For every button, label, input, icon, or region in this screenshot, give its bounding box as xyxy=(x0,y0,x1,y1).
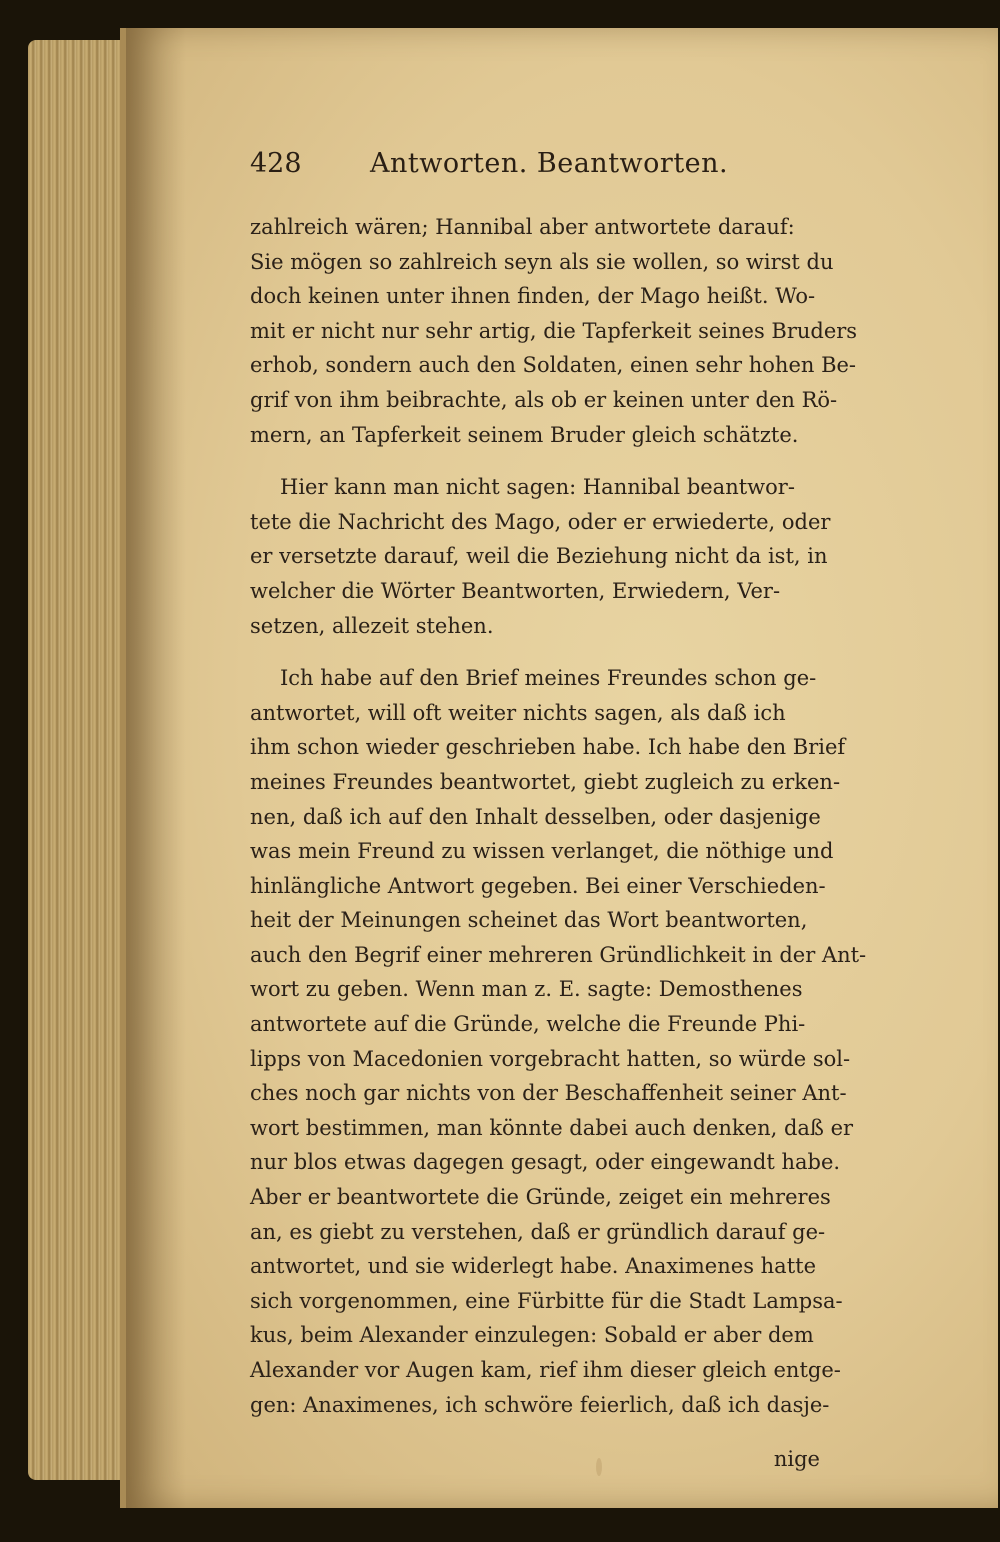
page-header xyxy=(250,140,810,190)
text-line: wort bestimmen, man könnte dabei auch denken, daß er xyxy=(250,1115,854,1140)
text-line: erhob, sondern auch den Soldaten, einen sehr hohen Be- xyxy=(250,353,857,378)
text-line: heit der Meinungen scheinet das Wort beantworten, xyxy=(250,908,808,933)
text-line: nen, daß ich auf den Inhalt desselben, oder dasjenige xyxy=(250,804,821,829)
catchword: nige xyxy=(773,1447,820,1471)
text-line: kus, beim Alexander einzulegen: Sobald er aber dem xyxy=(250,1323,814,1348)
text-line: Ich habe auf den Brief meines Freundes schon ge- xyxy=(280,666,817,691)
text-line: ches noch gar nichts von der Beschaffenheit seiner Ant- xyxy=(250,1081,847,1106)
paper-spot xyxy=(596,1458,602,1476)
text-line: auch den Begrif einer mehreren Gründlichkeit in der Ant- xyxy=(250,942,867,967)
text-line: setzen, allezeit stehen. xyxy=(250,613,494,638)
text-line: welcher die Wörter Beantworten, Erwiedern, Ver- xyxy=(250,578,781,603)
text-line: nur blos etwas dagegen gesagt, oder eingewandt habe. xyxy=(250,1150,841,1175)
text-line: ihm schon wieder geschrieben habe. Ich habe den Brief xyxy=(250,735,846,760)
spine-shadow xyxy=(126,28,186,1508)
text-line: gen: Anaximenes, ich schwöre feierlich, daß ich dasje- xyxy=(250,1392,830,1417)
text-line: Sie mögen so zahlreich seyn als sie wollen, so wirst du xyxy=(250,249,834,274)
text-line: tete die Nachricht des Mago, oder er erwiederte, oder xyxy=(250,509,831,534)
paragraph-gap xyxy=(250,643,820,661)
text-line: Hier kann man nicht sagen: Hannibal beantwor- xyxy=(280,475,795,500)
text-line: antwortet, und sie widerlegt habe. Anaximenes hatte xyxy=(250,1254,816,1279)
paragraph xyxy=(250,470,831,643)
text-line: wort zu geben. Wenn man z. E. sagte: Demosthenes xyxy=(250,977,803,1002)
paragraph-gap xyxy=(250,452,820,470)
text-line: sich vorgenommen, eine Fürbitte für die Stadt Lampsa- xyxy=(250,1288,843,1313)
text-line: was mein Freund zu wissen verlanget, die nöthige und xyxy=(250,839,834,864)
body-text xyxy=(250,210,867,1471)
running-title: Antworten. Beantworten. xyxy=(370,148,729,179)
text-line: Aber er beantwortete die Gründe, zeiget ein mehreres xyxy=(250,1185,831,1210)
text-line: grif von ihm beibrachte, als ob er keinen unter den Rö- xyxy=(250,387,838,412)
text-line: an, es giebt zu verstehen, daß er gründlich darauf ge- xyxy=(250,1219,826,1244)
paragraph xyxy=(250,661,867,1422)
text-line: antwortet, will oft weiter nichts sagen, als daß ich xyxy=(250,700,786,725)
text-line: doch keinen unter ihnen finden, der Mago heißt. Wo- xyxy=(250,284,816,309)
text-line: er versetzte darauf, weil die Beziehung nicht da ist, in xyxy=(250,544,828,569)
page-number: 428 xyxy=(250,148,302,179)
text-line: meines Freundes beantwortet, giebt zugleich zu erken- xyxy=(250,769,841,794)
text-line: Alexander vor Augen kam, rief ihm dieser gleich entge- xyxy=(250,1358,841,1382)
paragraph xyxy=(250,210,858,452)
text-line: hinlängliche Antwort gegeben. Bei einer Verschieden- xyxy=(250,873,826,898)
text-line: mit er nicht nur sehr artig, die Tapferkeit seines Bruders xyxy=(250,318,858,343)
text-line: zahlreich wären; Hannibal aber antwortete darauf: xyxy=(250,215,795,239)
text-line: mern, an Tapferkeit seinem Bruder gleich schätzte. xyxy=(250,422,799,447)
text-line: lipps von Macedonien vorgebracht hatten, so würde sol- xyxy=(250,1046,851,1071)
text-line: antwortete auf die Gründe, welche die Freunde Phi- xyxy=(250,1012,806,1037)
